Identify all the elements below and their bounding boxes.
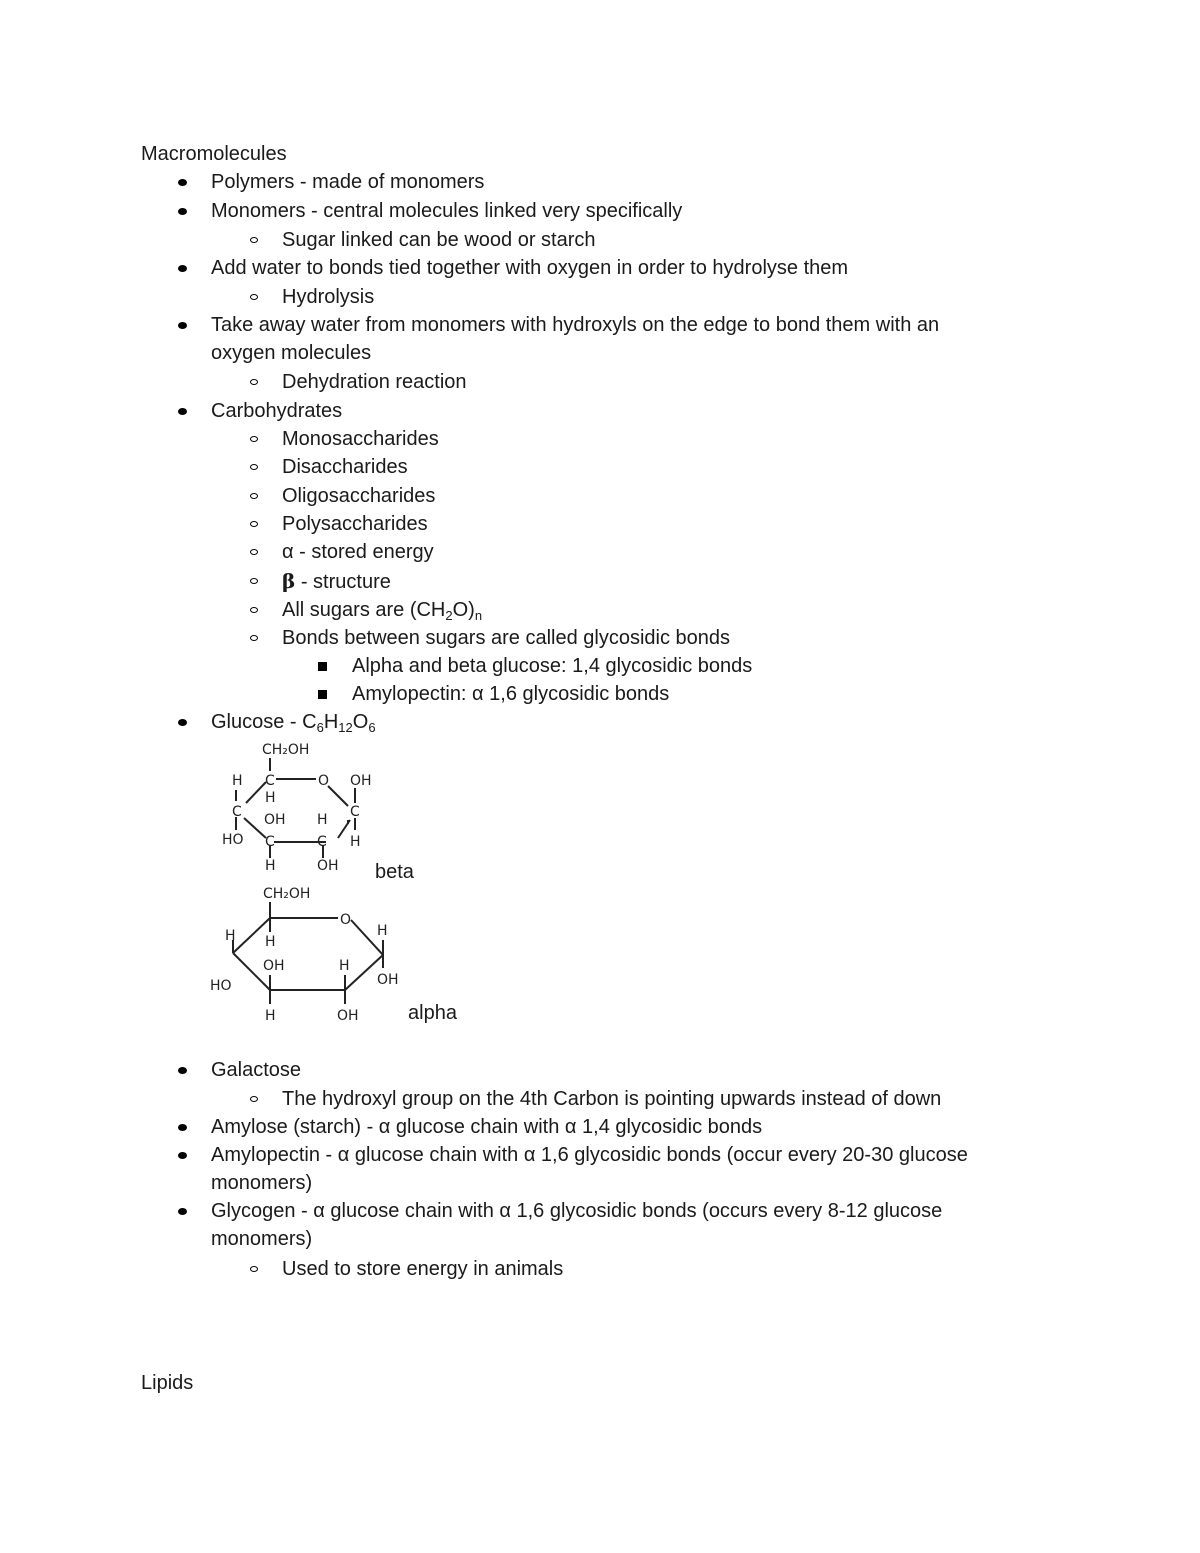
list-item-hydroxyl-group: The hydroxyl group on the 4th Carbon is pointing upwards instead of down <box>282 1088 942 1110</box>
bullet-circle <box>250 379 258 385</box>
list-item-glycogen-line1: Glycogen - α glucose chain with α 1,6 glycosidic bonds (occurs every 8-12 glucose <box>211 1200 943 1222</box>
bullet-disc <box>178 408 187 415</box>
list-item-disaccharides: Disaccharides <box>282 456 408 478</box>
list-item-glycosidic-bonds: Bonds between sugars are called glycosidic bonds <box>282 627 731 649</box>
beta-label-h5: H <box>265 858 276 874</box>
bullet-circle <box>250 294 258 300</box>
list-item-polysaccharides: Polysaccharides <box>282 513 428 535</box>
list-item-monosaccharides: Monosaccharides <box>282 428 439 450</box>
bullet-circle <box>250 549 258 555</box>
list-item-sugar-linked: Sugar linked can be wood or starch <box>282 229 596 251</box>
alpha-label-oh3: OH <box>337 1008 359 1024</box>
beta-label-ho: HO <box>222 832 244 848</box>
alpha-symbol: α <box>282 541 294 563</box>
bullet-circle <box>250 607 258 613</box>
list-item-polymers: Polymers - made of monomers <box>211 171 485 193</box>
bullet-circle <box>250 436 258 442</box>
beta-label-ring-o: O <box>318 773 330 789</box>
bullet-disc <box>178 1067 187 1074</box>
beta-symbol: β <box>282 569 296 593</box>
beta-label-h3: H <box>317 812 328 828</box>
list-item-oligosaccharides: Oligosaccharides <box>282 485 436 507</box>
alpha-label-oh1: OH <box>263 958 285 974</box>
list-item-beta-structure: β - structure <box>282 569 391 593</box>
alpha-label-h5: H <box>265 1008 276 1024</box>
list-item-amylose: Amylose (starch) - α glucose chain with α 1,4 glycosidic bonds <box>211 1116 763 1138</box>
beta-label-h1: H <box>232 773 243 789</box>
beta-label-c5: C <box>317 834 327 850</box>
section-heading-macromolecules: Macromolecules <box>141 143 287 165</box>
bullet-circle <box>250 493 258 499</box>
beta-label-c3: C <box>350 804 360 820</box>
list-item-amylopectin-line2: monomers) <box>211 1172 313 1194</box>
list-item-carbohydrates: Carbohydrates <box>211 400 343 422</box>
bullet-disc <box>178 719 187 726</box>
list-item-glycogen-line2: monomers) <box>211 1228 313 1250</box>
bullet-circle <box>250 635 258 641</box>
beta-label-oh2: OH <box>264 812 286 828</box>
bullet-square <box>318 662 327 671</box>
section-heading-lipids: Lipids <box>141 1372 194 1394</box>
bullet-disc <box>178 208 187 215</box>
alpha-label-ch2oh: CH₂OH <box>263 886 311 902</box>
bullet-circle <box>250 1096 258 1102</box>
alpha-label-ho: HO <box>210 978 232 994</box>
list-item-monomers: Monomers - central molecules linked very specifically <box>211 200 683 222</box>
alpha-label-h3: H <box>265 934 276 950</box>
bullet-disc <box>178 1152 187 1159</box>
bullet-disc <box>178 1208 187 1215</box>
bullet-circle <box>250 578 258 584</box>
bullet-circle <box>250 237 258 243</box>
list-item-store-energy: Used to store energy in animals <box>282 1258 564 1280</box>
list-item-galactose: Galactose <box>211 1059 302 1081</box>
beta-glucose-structure <box>210 738 380 878</box>
bullet-disc <box>178 179 187 186</box>
bullet-disc <box>178 1124 187 1131</box>
alpha-label-h2: H <box>225 928 236 944</box>
beta-label-h4: H <box>350 834 361 850</box>
beta-label-ch2oh: CH₂OH <box>262 742 310 758</box>
alpha-label-h4: H <box>339 958 350 974</box>
list-item-amylopectin-bonds: Amylopectin: α 1,6 glycosidic bonds <box>352 683 670 705</box>
beta-label-c4: C <box>265 834 275 850</box>
beta-caption: beta <box>375 861 414 883</box>
beta-label-h2: H <box>265 790 276 806</box>
list-item-add-water: Add water to bonds tied together with oxygen in order to hydrolyse them <box>211 257 849 279</box>
list-item-alpha-stored-energy: α - stored energy <box>282 541 434 563</box>
beta-label-c1: C <box>265 773 275 789</box>
alpha-label-h1: H <box>377 923 388 939</box>
bullet-circle <box>250 1266 258 1272</box>
list-item-take-water-line2: oxygen molecules <box>211 342 372 364</box>
list-item-glucose-formula: Glucose - $C_6H_{12}O_6$ <box>211 711 376 735</box>
list-item-alpha-beta-glucose: Alpha and beta glucose: 1,4 glycosidic bonds <box>352 655 753 677</box>
list-item-amylopectin-line1: Amylopectin - α glucose chain with α 1,6 glycosidic bonds (occur every 20-30 glucose <box>211 1144 968 1166</box>
list-item-dehydration: Dehydration reaction <box>282 371 467 393</box>
alpha-glucose-structure <box>205 880 415 1030</box>
beta-label-oh3: OH <box>317 858 339 874</box>
beta-label-oh1: OH <box>350 773 372 789</box>
list-item-all-sugars: All sugars are $(CH_2O)_n$ <box>282 599 483 623</box>
list-item-hydrolysis: Hydrolysis <box>282 286 375 308</box>
bullet-circle <box>250 464 258 470</box>
beta-label-c2: C <box>232 804 242 820</box>
bullet-square <box>318 690 327 699</box>
bullet-disc <box>178 322 187 329</box>
alpha-label-ring-o: O <box>340 912 352 928</box>
alpha-caption: alpha <box>408 1002 457 1024</box>
alpha-label-oh2: OH <box>377 972 399 988</box>
list-item-take-water-line1: Take away water from monomers with hydroxyls on the edge to bond them with an <box>211 314 940 336</box>
bullet-disc <box>178 265 187 272</box>
bullet-circle <box>250 521 258 527</box>
